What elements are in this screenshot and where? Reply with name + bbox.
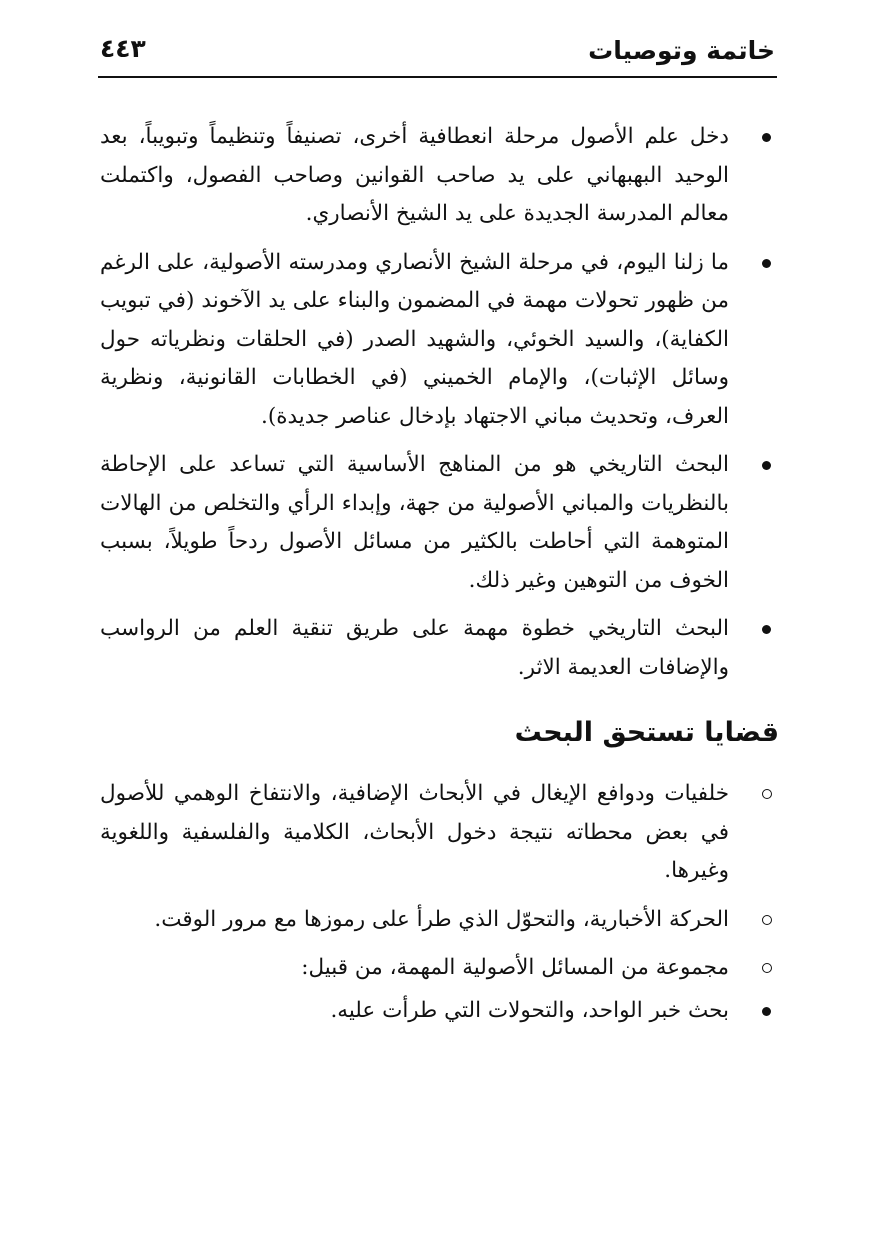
section-heading: قضايا تستحق البحث bbox=[514, 717, 779, 748]
bullet-disc-icon bbox=[755, 118, 775, 156]
bullet-circle-icon bbox=[755, 775, 775, 813]
bullet-item bbox=[100, 244, 781, 437]
bullet-circle-icon bbox=[755, 901, 775, 939]
bullet-item bbox=[100, 901, 781, 940]
page-body bbox=[100, 118, 781, 1040]
bullet-disc-icon bbox=[755, 610, 775, 648]
bullet-item bbox=[100, 992, 781, 1031]
bullet-disc-icon bbox=[755, 992, 775, 1030]
header-divider bbox=[98, 76, 777, 78]
bullet-item bbox=[100, 949, 781, 988]
bullet-text: دخل علم الأصول مرحلة انعطافية أخرى، تصنيفاً وتنظيماً وتبويباً، بعد الوحيد البهبهاني على يد صاحب القوانين وصاحب الفصول، واكتملت معالم المدرسة الجديدة على يد الشيخ الأنصاري. bbox=[100, 124, 729, 226]
running-header-title: خاتمة وتوصيات bbox=[588, 36, 775, 65]
bullet-disc-icon bbox=[755, 244, 775, 282]
bullet-item bbox=[100, 118, 781, 234]
bullet-text: خلفيات ودوافع الإيغال في الأبحاث الإضافية، والانتفاخ الوهمي للأصول في بعض محطاته نتيجة دخول الأبحاث، الكلامية والفلسفية واللغوية وغيرها. bbox=[100, 781, 729, 883]
bullet-text: بحث خبر الواحد، والتحولات التي طرأت عليه. bbox=[330, 997, 729, 1023]
bullet-text: الحركة الأخبارية، والتحوّل الذي طرأ على رموزها مع مرور الوقت. bbox=[154, 906, 729, 932]
bullet-text: ما زلنا اليوم، في مرحلة الشيخ الأنصاري ومدرسته الأصولية، على الرغم من ظهور تحولات مهمة في المضمون والبناء على يد الآخوند (في تبويب الكفاية)، والسيد الخوئي، والشهيد الصدر (في الحلقات ونظرياته حول وسائل الإثبات)، والإمام الخميني (في الخطابات القانونية، ونظرية العرف، وتحديث مباني الاجتهاد بإدخال عناصر جديدة). bbox=[100, 249, 729, 429]
bullet-item bbox=[100, 446, 781, 600]
bullet-text: البحث التاريخي هو من المناهج الأساسية التي تساعد على الإحاطة بالنظريات والمباني الأصولية من جهة، وإبداء الرأي والتخلص من الهالات المتوهمة التي أحاطت بالكثير من مسائل الأصول ردحاً طويلاً، بسبب الخوف من التوهين وغير ذلك. bbox=[100, 452, 729, 593]
bullet-item bbox=[100, 775, 781, 891]
bullet-item bbox=[100, 610, 781, 687]
bullet-text: مجموعة من المسائل الأصولية المهمة، من قبيل: bbox=[301, 955, 729, 980]
bullet-text: البحث التاريخي خطوة مهمة على طريق تنقية العلم من الرواسب والإضافات العديمة الاثر. bbox=[100, 616, 729, 680]
bullet-disc-icon bbox=[755, 446, 775, 484]
page-number: ٤٤٣ bbox=[100, 34, 146, 63]
bullet-circle-icon bbox=[755, 949, 775, 987]
